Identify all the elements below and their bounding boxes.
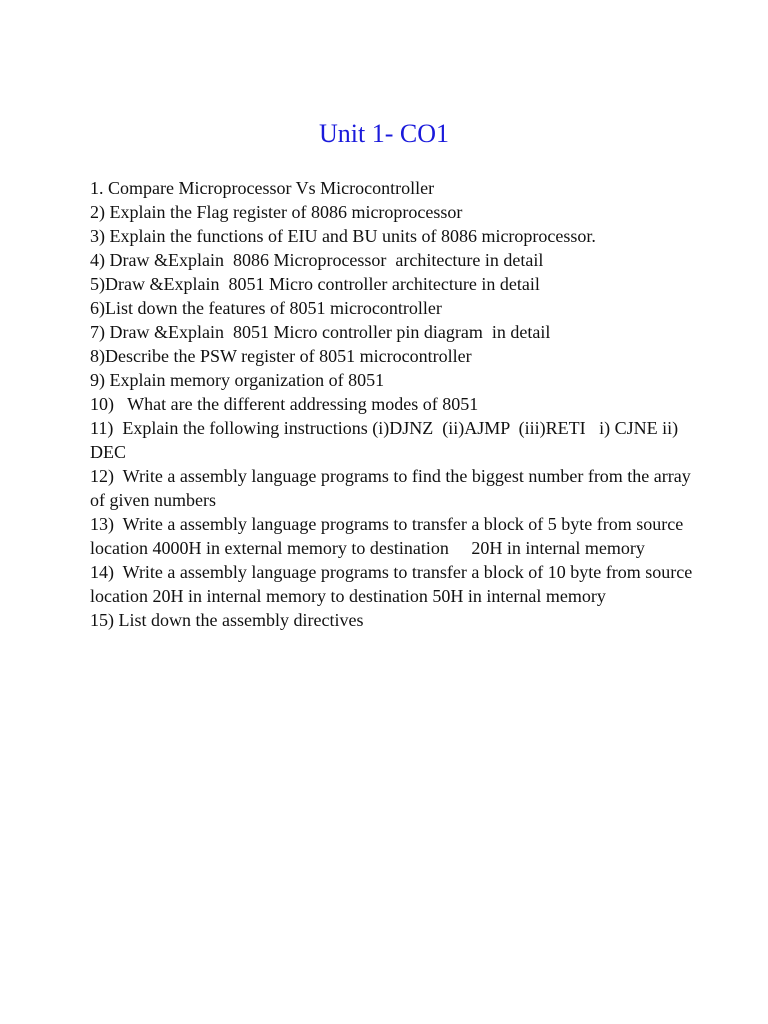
question-item-6: 6)List down the features of 8051 microcontroller <box>90 298 442 318</box>
page-title: Unit 1- CO1 <box>319 119 449 148</box>
question-item-10: 10) What are the different addressing modes of 8051 <box>90 394 479 414</box>
question-item-1: 1. Compare Microprocessor Vs Microcontroller <box>90 178 435 198</box>
question-item-11: 11) Explain the following instructions (i)DJNZ (ii)AJMP (iii)RETI i) CJNE ii) DEC <box>90 418 683 462</box>
question-item-2: 2) Explain the Flag register of 8086 microprocessor <box>90 202 463 222</box>
question-list <box>90 176 700 632</box>
question-item-12: 12) Write a assembly language programs to find the biggest number from the array of given numbers <box>90 466 696 510</box>
question-item-9: 9) Explain memory organization of 8051 <box>90 370 385 390</box>
question-item-5: 5)Draw &Explain 8051 Micro controller architecture in detail <box>90 274 540 294</box>
question-item-3: 3) Explain the functions of EIU and BU units of 8086 microprocessor. <box>90 226 596 246</box>
question-item-15: 15) List down the assembly directives <box>90 610 364 630</box>
question-item-8: 8)Describe the PSW register of 8051 microcontroller <box>90 346 472 366</box>
question-item-14: 14) Write a assembly language programs to transfer a block of 10 byte from source location 20H in internal memory to destination 50H in internal memory <box>90 562 697 606</box>
question-item-4: 4) Draw &Explain 8086 Microprocessor architecture in detail <box>90 250 544 270</box>
question-item-13: 13) Write a assembly language programs to transfer a block of 5 byte from source location 4000H in external memory to destination 20H in internal memory <box>90 514 688 558</box>
question-item-7: 7) Draw &Explain 8051 Micro controller pin diagram in detail <box>90 322 551 342</box>
